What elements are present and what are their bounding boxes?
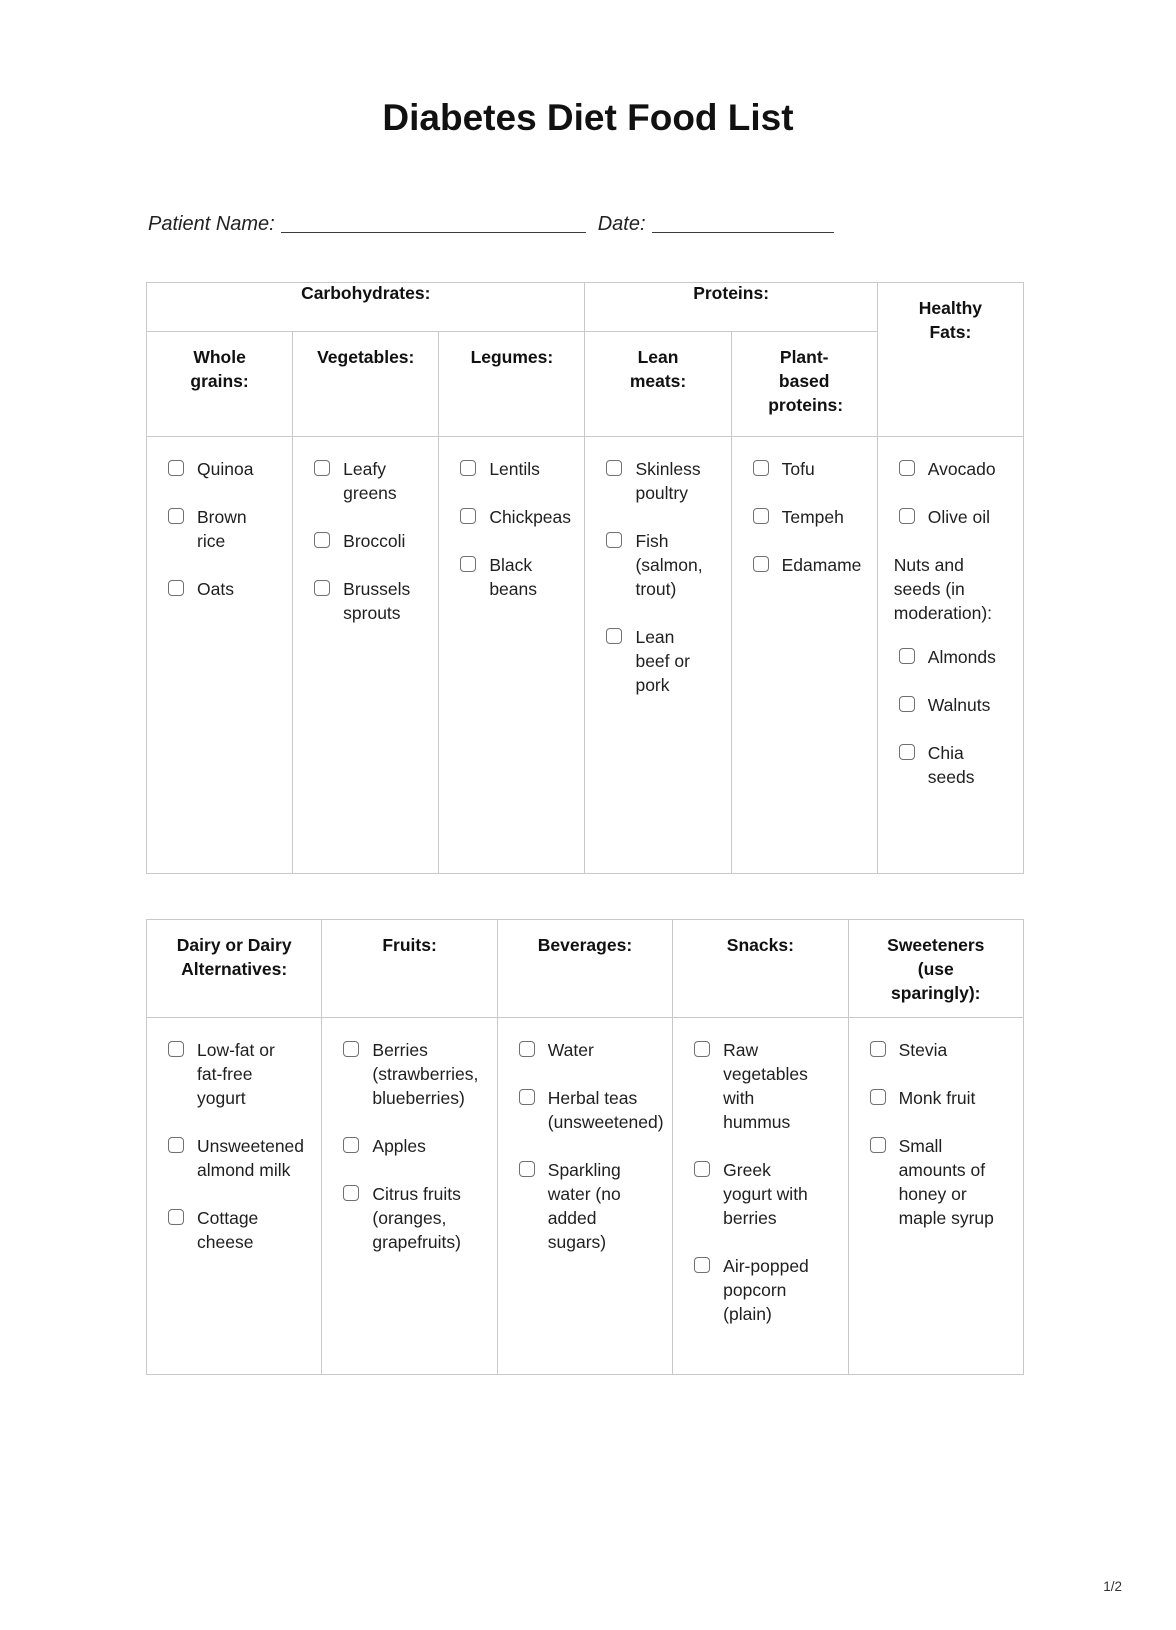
food-item-checkbox[interactable]: [606, 628, 622, 644]
food-item: [694, 1158, 841, 1230]
food-item-label: Black beans: [489, 555, 537, 599]
food-item-checkbox[interactable]: [343, 1041, 359, 1057]
food-item: [168, 577, 286, 601]
patient-info-row: [148, 213, 1176, 236]
food-item-checkbox[interactable]: [899, 460, 915, 476]
food-item-label: Greek yogurt with berries: [723, 1160, 808, 1228]
food-item: [314, 457, 432, 505]
food-item-checkbox[interactable]: [168, 580, 184, 596]
food-item-checkbox[interactable]: [899, 744, 915, 760]
food-item-label: Skinless poultry: [635, 459, 701, 503]
food-item-checkbox[interactable]: [460, 556, 476, 572]
food-item-label: Tofu: [781, 459, 815, 479]
food-item-checkbox[interactable]: [343, 1185, 359, 1201]
food-item: [753, 505, 871, 529]
food-item-checkbox[interactable]: [314, 532, 330, 548]
food-item: [606, 457, 724, 505]
dairy-header: Dairy or Dairy Alternatives:: [147, 920, 322, 1018]
page-number: 1/2: [1103, 1579, 1122, 1594]
food-item: [314, 529, 432, 553]
food-item: [343, 1134, 490, 1158]
table1-body-row: [147, 437, 1024, 874]
food-item-checkbox[interactable]: [899, 648, 915, 664]
food-item-checkbox[interactable]: [519, 1161, 535, 1177]
food-item-checkbox[interactable]: [606, 460, 622, 476]
food-item-label: Edamame: [781, 555, 862, 575]
food-item-checkbox[interactable]: [870, 1137, 886, 1153]
food-item: [168, 1038, 315, 1110]
food-item-checkbox[interactable]: [168, 508, 184, 524]
food-item: [899, 457, 1017, 481]
food-item: [460, 553, 578, 601]
food-item-label: Lentils: [489, 459, 540, 479]
food-item-label: Stevia: [898, 1040, 948, 1060]
sweeteners-header: Sweeteners (use sparingly):: [848, 920, 1023, 1018]
food-item-label: Raw vegetables with hummus: [723, 1040, 808, 1132]
food-item: [168, 457, 286, 481]
food-item-checkbox[interactable]: [870, 1089, 886, 1105]
column-lean-meats: [585, 437, 731, 874]
lean-meats-header: Lean meats:: [585, 332, 731, 437]
food-table-main: [146, 282, 1024, 874]
snacks-header: Snacks:: [673, 920, 848, 1018]
food-item: [168, 1206, 315, 1254]
date-label: Date:: [597, 213, 646, 235]
nuts-seeds-sublabel: Nuts and seeds (in moderation):: [893, 555, 993, 623]
food-item: [519, 1086, 666, 1134]
group-header-row: [147, 283, 1024, 332]
food-item-label: Monk fruit: [898, 1088, 976, 1108]
food-item-label: Chia seeds: [927, 743, 975, 787]
food-item-checkbox[interactable]: [519, 1041, 535, 1057]
food-item: [753, 553, 871, 577]
column-beverages: [497, 1018, 672, 1375]
food-item-label: Brown rice: [197, 507, 247, 551]
column-fruits: [322, 1018, 497, 1375]
food-item-checkbox[interactable]: [899, 696, 915, 712]
food-item: [168, 1134, 315, 1182]
food-item-label: Low-fat or fat-free yogurt: [197, 1040, 275, 1108]
food-item-checkbox[interactable]: [694, 1041, 710, 1057]
patient-name-label: Patient Name:: [148, 213, 275, 235]
food-item-checkbox[interactable]: [168, 1041, 184, 1057]
food-item: [314, 577, 432, 625]
food-item-checkbox[interactable]: [870, 1041, 886, 1057]
food-item-label: Small amounts of honey or maple syrup: [898, 1136, 994, 1228]
food-item-checkbox[interactable]: [168, 1209, 184, 1225]
food-item-checkbox[interactable]: [519, 1089, 535, 1105]
column-plant-based-proteins: [731, 437, 877, 874]
food-item-label: Sparkling water (no added sugars): [547, 1160, 621, 1252]
food-item-checkbox[interactable]: [753, 460, 769, 476]
whole-grains-header: Whole grains:: [147, 332, 293, 437]
food-item-label: Cottage cheese: [197, 1208, 259, 1252]
food-item: [870, 1086, 1017, 1110]
proteins-group-header: Proteins:: [585, 283, 877, 332]
fruits-header: Fruits:: [322, 920, 497, 1018]
food-item: [899, 645, 1017, 669]
carbohydrates-group-header: Carbohydrates:: [147, 283, 585, 332]
vegetables-header: Vegetables:: [293, 332, 439, 437]
food-item-label: Avocado: [927, 459, 996, 479]
column-vegetables: [293, 437, 439, 874]
food-item-checkbox[interactable]: [343, 1137, 359, 1153]
food-item: [343, 1038, 490, 1110]
food-item-checkbox[interactable]: [460, 508, 476, 524]
food-item-checkbox[interactable]: [694, 1257, 710, 1273]
food-item-label: Citrus fruits (oranges, grapefruits): [372, 1184, 461, 1252]
column-legumes: [439, 437, 585, 874]
food-item: [899, 741, 1017, 789]
food-item-label: Water: [547, 1040, 594, 1060]
food-item-label: Fish (salmon, trout): [635, 531, 703, 599]
table2-header-row: [147, 920, 1024, 1018]
food-item-checkbox[interactable]: [753, 556, 769, 572]
food-item-checkbox[interactable]: [314, 580, 330, 596]
food-table-secondary: [146, 919, 1024, 1375]
food-item-label: Brussels sprouts: [343, 579, 411, 623]
food-item: [753, 457, 871, 481]
food-item-label: Berries (strawberries, blueberries): [372, 1040, 479, 1108]
food-item: [168, 505, 286, 553]
food-item: [694, 1254, 841, 1326]
legumes-header: Legumes:: [439, 332, 585, 437]
column-whole-grains: [147, 437, 293, 874]
food-item-checkbox[interactable]: [168, 460, 184, 476]
column-dairy: [147, 1018, 322, 1375]
food-item: [899, 693, 1017, 717]
column-sweeteners: [848, 1018, 1023, 1375]
food-item: [519, 1038, 666, 1062]
food-item-label: Herbal teas (unsweetened): [547, 1088, 664, 1132]
food-item-label: Lean beef or pork: [635, 627, 690, 695]
food-item-label: Leafy greens: [343, 459, 397, 503]
food-item-checkbox[interactable]: [314, 460, 330, 476]
food-item-checkbox[interactable]: [694, 1161, 710, 1177]
food-item: [606, 625, 724, 697]
food-item-label: Oats: [197, 579, 234, 599]
food-item-label: Almonds: [927, 647, 996, 667]
food-item-label: Tempeh: [781, 507, 844, 527]
food-item-label: Broccoli: [343, 531, 406, 551]
table2-body-row: [147, 1018, 1024, 1375]
food-item: [343, 1182, 490, 1254]
food-item-label: Walnuts: [927, 695, 991, 715]
date-field[interactable]: [652, 216, 834, 233]
food-item-label: Apples: [372, 1136, 426, 1156]
patient-name-field[interactable]: [281, 216, 586, 233]
beverages-header: Beverages:: [497, 920, 672, 1018]
food-item: [870, 1038, 1017, 1062]
food-item-checkbox[interactable]: [460, 460, 476, 476]
food-item: [519, 1158, 666, 1254]
food-item: [870, 1134, 1017, 1230]
food-item-checkbox[interactable]: [899, 508, 915, 524]
food-item: [694, 1038, 841, 1134]
food-item: [606, 529, 724, 601]
column-snacks: [673, 1018, 848, 1375]
page-title: Diabetes Diet Food List: [382, 97, 794, 138]
food-item-label: Chickpeas: [489, 507, 572, 527]
healthy-fats-header: Healthy Fats:: [877, 283, 1023, 437]
food-item: [460, 457, 578, 481]
food-item: [460, 505, 578, 529]
food-item-checkbox[interactable]: [753, 508, 769, 524]
column-healthy-fats: [877, 437, 1023, 874]
food-item-label: Olive oil: [927, 507, 991, 527]
food-item-checkbox[interactable]: [168, 1137, 184, 1153]
food-item: [899, 505, 1017, 529]
food-item-label: Quinoa: [197, 459, 254, 479]
food-item-label: Air-popped popcorn (plain): [723, 1256, 809, 1324]
food-item-label: Unsweetened almond milk: [197, 1136, 305, 1180]
food-item-checkbox[interactable]: [606, 532, 622, 548]
plant-based-proteins-header: Plant-based proteins:: [731, 332, 877, 437]
